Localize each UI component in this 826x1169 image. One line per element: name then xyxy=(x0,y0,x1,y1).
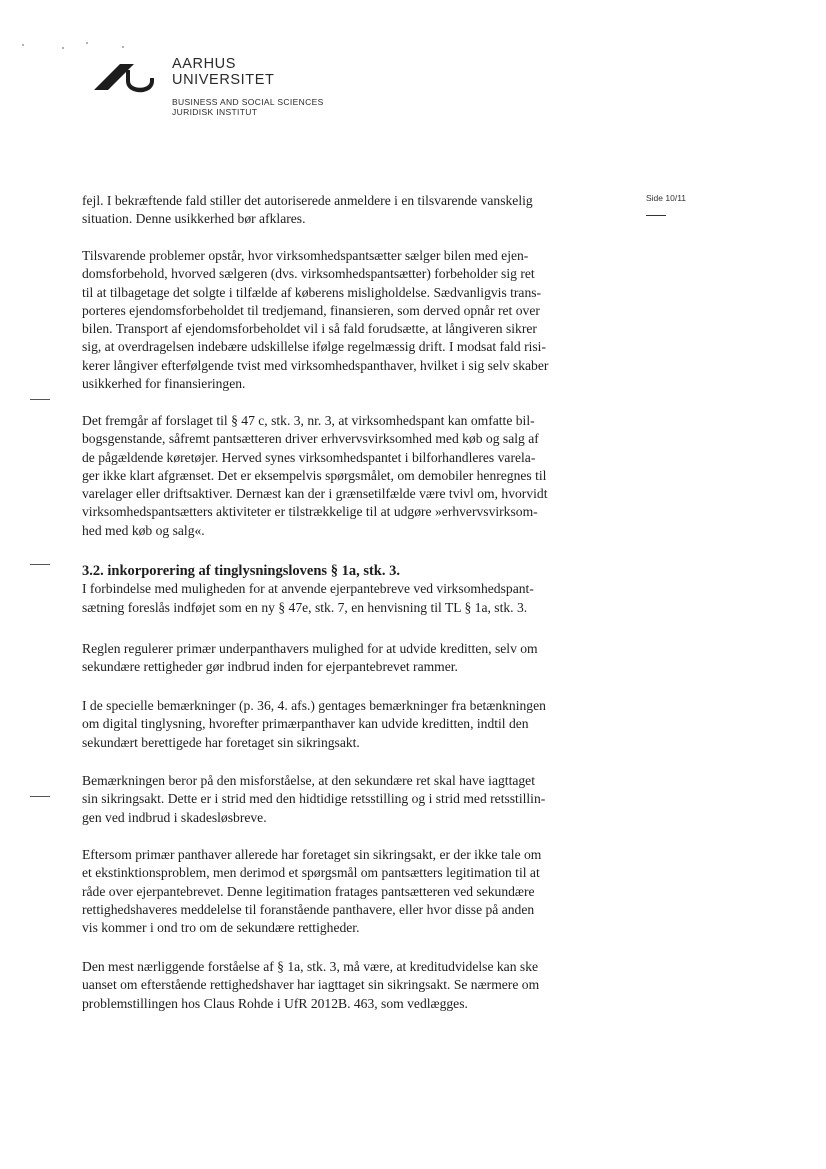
text-line: om digital tinglysning, hvorefter primærpanthaver kan udvide kreditten, indtil den xyxy=(82,716,529,732)
text-line: de pågældende køretøjer. Herved synes virksomhedspantet i bilforhandleres varela- xyxy=(82,449,536,465)
aarhus-university-logo xyxy=(90,54,166,98)
text-line: porteres ejendomsforbeholdet til tredjemand, finansieren, som derved opnår ret over xyxy=(82,302,540,318)
paragraph xyxy=(82,958,630,1013)
section-heading: 3.2. inkorporering af tinglysningslovens § 1a, stk. 3. xyxy=(82,563,400,579)
text-line: et ekstinktionsproblem, men derimod et spørgsmål om pantsætters legitimation til at xyxy=(82,865,540,881)
text-line: virksomhedspantsætters aktiviteter er tilstrækkelige til at udgøre »erhvervsvirksom- xyxy=(82,504,538,520)
text-line: vis kommer i ond tro om de sekundære rettigheder. xyxy=(82,920,360,936)
text-line: Eftersom primær panthaver allerede har foretaget sin sikringsakt, er der ikke tale om xyxy=(82,847,542,862)
paragraph xyxy=(82,697,630,752)
paragraph xyxy=(82,192,630,229)
logo-line-aarhus: AARHUS xyxy=(172,56,237,72)
text-line: Det fremgår af forslaget til § 47 c, stk. 3, nr. 3, at virksomhedspant kan omfatte bil- xyxy=(82,413,535,428)
section-3-2 xyxy=(82,562,630,617)
text-line: bilen. Transport af ejendomsforbeholdet vil i så fald forudsætte, at långiveren sikrer xyxy=(82,321,537,337)
text-line: kerer långiver efterfølgende tvist med virksomhedspanthaver, hvilket i sig selv skaber xyxy=(82,357,549,373)
text-line: sig, at overdragelsen indebære udskillelse ifølge regelmæssig drift. I modsat fald risi- xyxy=(82,339,546,355)
text-line: Reglen regulerer primær underpanthavers mulighed for at udvide kreditten, selv om xyxy=(82,641,538,656)
margin-mark xyxy=(30,564,50,565)
text-line: fejl. I bekræftende fald stiller det autoriserede anmeldere i en tilsvarende vanskelig xyxy=(82,193,533,208)
text-line: varelager eller driftsaktiver. Dernæst kan der i grænsetilfælde være tvivl om, hvorvidt xyxy=(82,486,548,502)
text-line: sekundære rettigheder gør indbrud inden for ejerpantebrevet rammer. xyxy=(82,659,458,675)
text-line: situation. Denne usikkerhed bør afklares. xyxy=(82,211,306,227)
text-line: uanset om efterstående rettighedshaver har iagttaget sin sikringsakt. Se nærmere om xyxy=(82,977,540,993)
text-line: gen ved indbrud i skadesløsbreve. xyxy=(82,809,267,825)
paragraph xyxy=(82,247,630,393)
text-line: bogsgenstande, såfremt pantsætteren driver erhvervsvirksomhed med køb og salg af xyxy=(82,431,539,447)
text-line: råde over ejerpantebrevet. Denne legitimation fratages pantsætteren ved sekundære xyxy=(82,883,535,899)
paragraph xyxy=(82,412,630,540)
text-line: I de specielle bemærkninger (p. 36, 4. afs.) gentages bemærkninger fra betænkningen xyxy=(82,698,546,713)
logo-text xyxy=(172,56,324,117)
paragraph xyxy=(82,772,630,827)
paragraph xyxy=(82,846,630,937)
text-line: Den mest nærliggende forståelse af § 1a, stk. 3, må være, at kreditudvidelse kan ske xyxy=(82,959,539,974)
text-line: rettighedshaveres meddelelse til foranstående panthavere, eller hvor disse på anden xyxy=(82,901,535,917)
text-line: sekundært berettigede har foretaget sin sikringsakt. xyxy=(82,734,360,750)
text-line: sætning foreslås indføjet som en ny § 47e, stk. 7, en henvisning til TL § 1a, stk. 3. xyxy=(82,599,528,615)
text-line: Bemærkningen beror på den misforståelse, at den sekundære ret skal have iagttaget xyxy=(82,773,535,788)
faculty-name: BUSINESS AND SOCIAL SCIENCES xyxy=(172,97,324,107)
text-line: Tilsvarende problemer opstår, hvor virksomhedspantsætter sælger bilen med ejen- xyxy=(82,248,529,263)
text-line: usikkerhed for finansieringen. xyxy=(82,376,246,392)
page-number-rule xyxy=(646,215,666,216)
text-line: problemstillingen hos Claus Rohde i UfR 2012B. 463, som vedlægges. xyxy=(82,995,468,1011)
paragraph xyxy=(82,640,630,677)
logo-line-universitet: UNIVERSITET xyxy=(172,72,275,88)
margin-mark xyxy=(30,399,50,400)
text-line: sin sikringsakt. Dette er i strid med den hidtidige retsstilling og i strid med retsstillin- xyxy=(82,791,546,807)
text-line: domsforbehold, hvorved sælgeren (dvs. virksomhedspantsætter) forbeholder sig ret xyxy=(82,266,535,282)
text-line: ger ikke klart afgrænset. Det er eksempelvis spørgsmålet, om demobiler henregnes til xyxy=(82,467,547,483)
margin-mark xyxy=(30,796,50,797)
text-line: hed med køb og salg«. xyxy=(82,522,205,538)
page-number: Side 10/11 xyxy=(646,193,687,203)
institute-name: JURIDISK INSTITUT xyxy=(172,107,258,117)
text-line: I forbindelse med muligheden for at anvende ejerpantebreve ved virksomhedspant- xyxy=(82,581,534,597)
text-line: til at tilbagetage det solgte i tilfælde af køberens misligholdelse. Sædvanligvis trans- xyxy=(82,284,542,300)
